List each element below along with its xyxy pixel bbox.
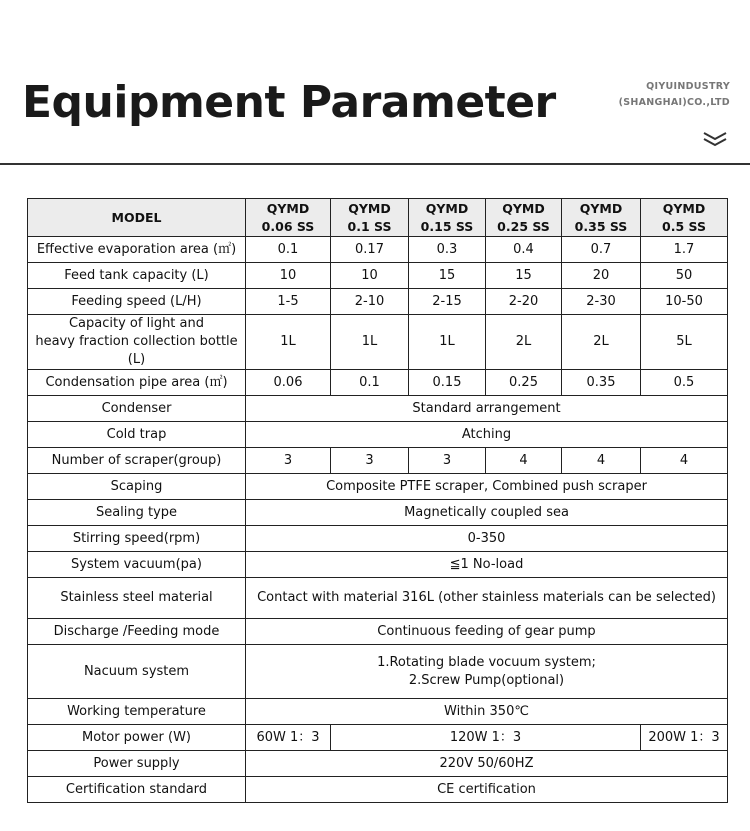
motor-power-cell: 200W 1：3 xyxy=(641,725,728,751)
table-cell: 0.4 xyxy=(486,237,562,263)
model-line2: 0.15 SS xyxy=(420,218,474,234)
model-header-cell xyxy=(331,199,409,237)
table-cell: 4 xyxy=(641,448,728,474)
company-name-line1: QIYUINDUSTRY xyxy=(646,81,730,92)
table-cell-span: Contact with material 316L (other stainless materials can be selected) xyxy=(246,578,728,619)
row-label: System vacuum(pa) xyxy=(28,552,246,578)
row-label: Number of scraper(group) xyxy=(28,448,246,474)
table-cell: 3 xyxy=(331,448,409,474)
company-name xyxy=(619,79,730,111)
model-header: MODEL xyxy=(28,199,246,237)
row-label xyxy=(28,315,246,370)
table-row xyxy=(28,552,728,578)
model-line1: QYMD xyxy=(348,200,391,216)
table-row xyxy=(28,500,728,526)
table-cell: 10-50 xyxy=(641,289,728,315)
row-label: Sealing type xyxy=(28,500,246,526)
model-header-cell xyxy=(246,199,331,237)
table-cell-span: Continuous feeding of gear pump xyxy=(246,619,728,645)
table-cell: 2-10 xyxy=(331,289,409,315)
model-header-cell xyxy=(562,199,641,237)
table-cell: 0.17 xyxy=(331,237,409,263)
table-cell: 0.06 xyxy=(246,370,331,396)
model-header-cell xyxy=(641,199,728,237)
table-row xyxy=(28,448,728,474)
table-cell: 2-30 xyxy=(562,289,641,315)
table-cell-span: ≦1 No-load xyxy=(246,552,728,578)
table-cell: 10 xyxy=(331,263,409,289)
table-row xyxy=(28,699,728,725)
row-label: Condensation pipe area (㎡) xyxy=(28,370,246,396)
table-row xyxy=(28,578,728,619)
row-label: Motor power (W) xyxy=(28,725,246,751)
page-title: Equipment Parameter xyxy=(22,77,556,128)
model-line1: QYMD xyxy=(579,200,623,216)
table-cell: 4 xyxy=(562,448,641,474)
table-cell: 15 xyxy=(409,263,486,289)
table-row xyxy=(28,645,728,699)
table-cell-span: Composite PTFE scraper, Combined push scraper xyxy=(246,474,728,500)
table-cell: 0.1 xyxy=(246,237,331,263)
span-line2: 2.Screw Pump(optional) xyxy=(408,672,565,688)
table-cell: 2L xyxy=(562,315,641,370)
table-row xyxy=(28,422,728,448)
table-row xyxy=(28,526,728,552)
table-cell: 15 xyxy=(486,263,562,289)
table-cell-span: CE certification xyxy=(246,777,728,803)
table-cell-span xyxy=(246,645,728,699)
table-cell-span: Magnetically coupled sea xyxy=(246,500,728,526)
table-cell: 1L xyxy=(331,315,409,370)
row-label: Feeding speed (L/H) xyxy=(28,289,246,315)
row-label: Working temperature xyxy=(28,699,246,725)
table-row xyxy=(28,751,728,777)
table-cell-span: Within 350℃ xyxy=(246,699,728,725)
model-line2: 0.25 SS xyxy=(497,218,550,234)
table-row xyxy=(28,474,728,500)
table-cell: 1.7 xyxy=(641,237,728,263)
row-label: Condenser xyxy=(28,396,246,422)
row-label: Certification standard xyxy=(28,777,246,803)
table-cell-span: 0-350 xyxy=(246,526,728,552)
table-row xyxy=(28,237,728,263)
table-cell-span: Atching xyxy=(246,422,728,448)
table-row xyxy=(28,396,728,422)
table-cell: 2-20 xyxy=(486,289,562,315)
model-line2: 0.35 SS xyxy=(574,218,628,234)
table-cell: 2-15 xyxy=(409,289,486,315)
row-label: Feed tank capacity (L) xyxy=(28,263,246,289)
table-row xyxy=(28,263,728,289)
table-cell: 0.7 xyxy=(562,237,641,263)
row-label: Cold trap xyxy=(28,422,246,448)
table-row xyxy=(28,725,728,751)
table-row xyxy=(28,315,728,370)
row-label-line2: heavy fraction collection bottle (L) xyxy=(35,334,238,367)
model-line1: QYMD xyxy=(266,200,310,216)
row-label: Stainless steel material xyxy=(28,578,246,619)
header-divider xyxy=(0,163,750,165)
model-line1: QYMD xyxy=(662,200,706,216)
model-line2: 0.1 SS xyxy=(347,218,392,234)
model-line1: QYMD xyxy=(502,200,545,216)
row-label: Scaping xyxy=(28,474,246,500)
span-line1: 1.Rotating blade vocuum system; xyxy=(377,654,596,670)
row-label: Stirring speed(rpm) xyxy=(28,526,246,552)
double-chevron-down-icon xyxy=(702,130,728,148)
motor-power-cell: 120W 1：3 xyxy=(331,725,641,751)
table-cell: 3 xyxy=(246,448,331,474)
row-label: Nacuum system xyxy=(28,645,246,699)
table-cell: 1-5 xyxy=(246,289,331,315)
table-cell: 0.3 xyxy=(409,237,486,263)
company-name-line2: (SHANGHAI)CO.,LTD xyxy=(618,97,730,108)
table-cell: 2L xyxy=(486,315,562,370)
table-cell: 10 xyxy=(246,263,331,289)
row-label: Power supply xyxy=(28,751,246,777)
table-cell: 50 xyxy=(641,263,728,289)
table-row xyxy=(28,619,728,645)
table-cell-span: 220V 50/60HZ xyxy=(246,751,728,777)
model-line1: QYMD xyxy=(425,200,469,216)
table-header-row xyxy=(28,199,728,237)
table-cell: 4 xyxy=(486,448,562,474)
model-header-cell xyxy=(486,199,562,237)
table-row xyxy=(28,777,728,803)
motor-power-cell: 60W 1：3 xyxy=(246,725,331,751)
model-line2: 0.5 SS xyxy=(662,218,706,234)
table-cell: 0.1 xyxy=(331,370,409,396)
table-cell: 1L xyxy=(246,315,331,370)
table-cell: 1L xyxy=(409,315,486,370)
table-cell: 0.15 xyxy=(409,370,486,396)
table-cell: 3 xyxy=(409,448,486,474)
table-cell: 0.35 xyxy=(562,370,641,396)
parameter-table xyxy=(27,198,728,803)
model-line2: 0.06 SS xyxy=(261,218,315,234)
table-row xyxy=(28,370,728,396)
row-label: Discharge /Feeding mode xyxy=(28,619,246,645)
model-header-cell xyxy=(409,199,486,237)
row-label: Effective evaporation area (㎡) xyxy=(28,237,246,263)
table-cell-span: Standard arrangement xyxy=(246,396,728,422)
table-cell: 0.5 xyxy=(641,370,728,396)
row-label-line1: Capacity of light and xyxy=(68,316,204,331)
table-cell: 0.25 xyxy=(486,370,562,396)
table-row xyxy=(28,289,728,315)
table-cell: 20 xyxy=(562,263,641,289)
table-cell: 5L xyxy=(641,315,728,370)
